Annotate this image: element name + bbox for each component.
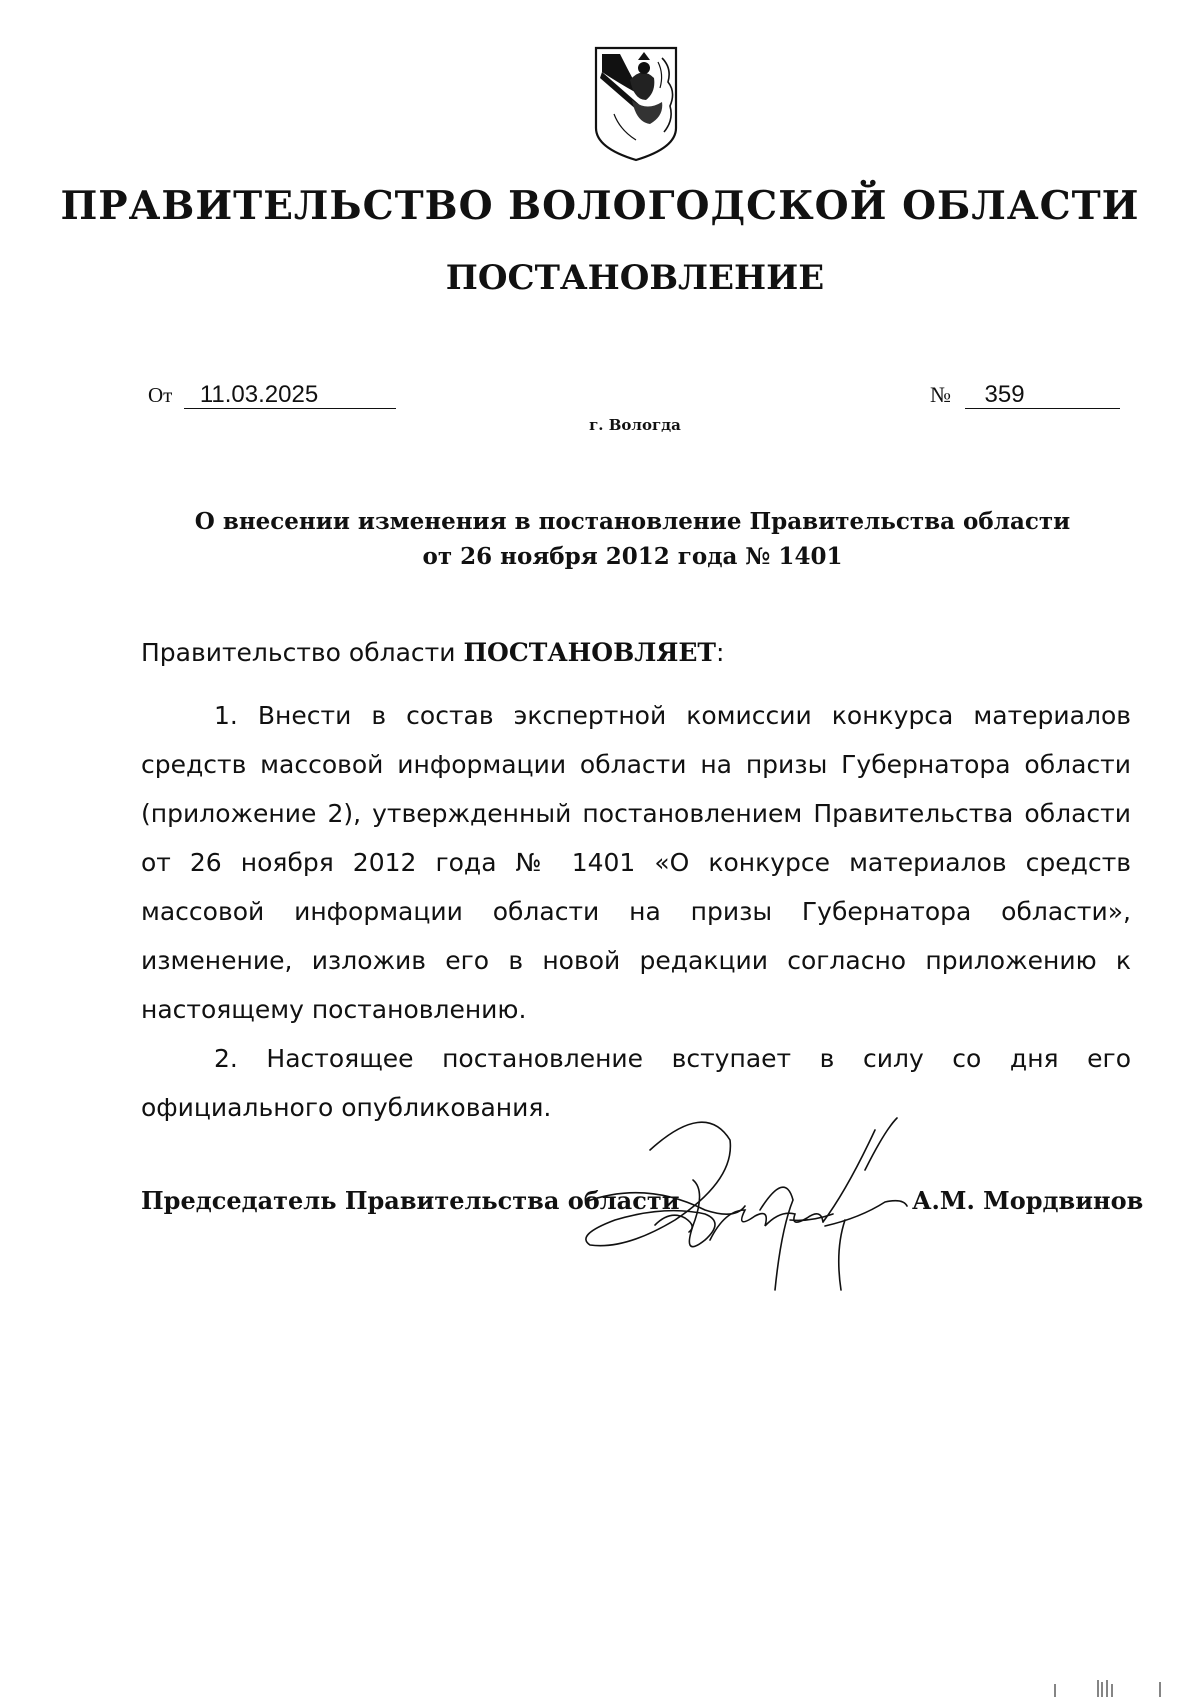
intro-keyword: ПОСТАНОВЛЯЕТ [463, 638, 717, 667]
subject-line-1: О внесении изменения в постановление Правительства области [194, 508, 1071, 535]
signer-title: Председатель Правительства области [141, 1186, 680, 1215]
city: г. Вологда [589, 416, 681, 434]
coat-of-arms-icon [590, 44, 682, 164]
resolution-item-2: 2. Настоящее постановление вступает в силу со дня его официального опубликования. [141, 1044, 1131, 1122]
number-value: 359 [965, 382, 1120, 409]
resolution-item-1: 1. Внести в состав экспертной комиссии конкурса материалов средств массовой информации области на призы Губернатора области (приложение 2), утвержденный постановлением Правительства области от 26 ноября 2012 года № 1401 «О конкурсе материалов средств массовой информации области на призы Губернатора области», изменение, изложив его в новой редакции согласно приложению к настоящему постановлению. [141, 701, 1131, 1024]
document-body [141, 628, 1131, 1132]
handwritten-signature [585, 1110, 940, 1310]
subject-line-2: от 26 ноября 2012 года № 1401 [422, 543, 843, 570]
resolution-intro [141, 628, 1131, 677]
document-type: ПОСТАНОВЛЕНИЕ [445, 258, 825, 298]
number-field [930, 382, 1120, 409]
intro-suffix: : [716, 638, 725, 667]
signer-name: А.М. Мордвинов [912, 1186, 1144, 1215]
intro-prefix: Правительство области [141, 638, 464, 667]
date-label: От [148, 383, 173, 407]
government-title: ПРАВИТЕЛЬСТВО ВОЛОГОДСКОЙ ОБЛАСТИ [60, 183, 1140, 229]
date-value: 11.03.2025 [184, 382, 396, 409]
date-field [148, 382, 396, 409]
document-subject [0, 504, 1200, 574]
number-label: № [930, 382, 951, 407]
scan-marks [1040, 1680, 1180, 1697]
